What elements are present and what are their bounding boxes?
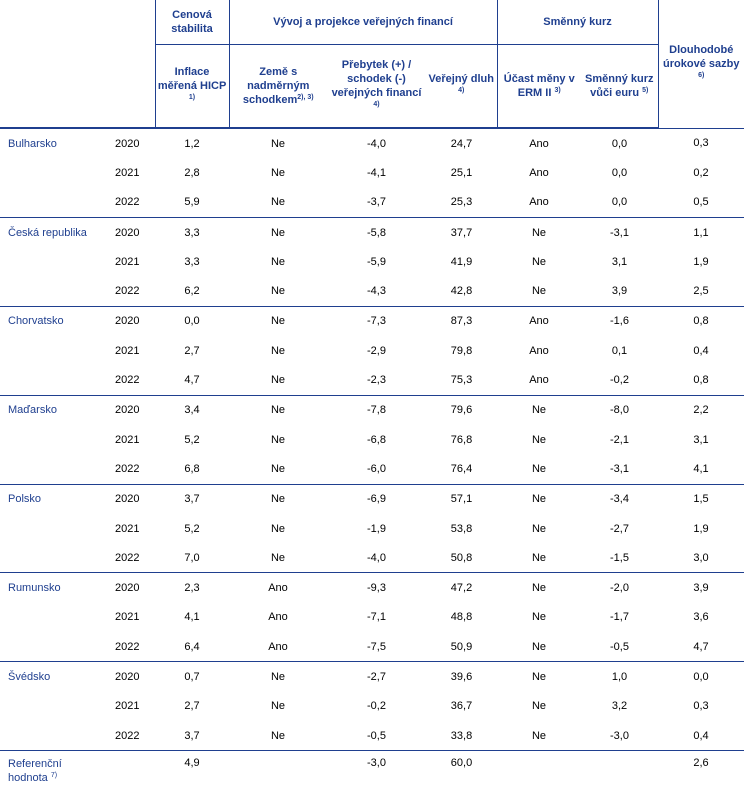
erm-cell: Ne xyxy=(497,543,581,573)
debt-cell: 41,9 xyxy=(450,255,473,268)
fx-cell: -8,0 xyxy=(610,404,629,417)
table-row xyxy=(0,128,744,158)
fx-cell: -1,5 xyxy=(581,543,658,573)
hicp-cell: 3,3 xyxy=(184,226,200,239)
country-name: Maďarsko xyxy=(8,404,57,417)
hicp-cell: 7,0 xyxy=(155,543,229,573)
deficit-cell: Ne xyxy=(270,137,286,150)
rate-cell: 0,5 xyxy=(658,188,744,218)
erm-cell: Ne xyxy=(531,700,547,713)
debt-cell: 79,6 xyxy=(450,404,473,417)
header-fiscal: Vývoj a projekce veřejných financí xyxy=(229,0,497,45)
hicp-cell: 2,3 xyxy=(184,582,200,595)
hicp-cell: 2,7 xyxy=(184,344,200,357)
reference-debt: 60,0 xyxy=(450,757,473,770)
hicp-cell: 2,8 xyxy=(184,166,200,179)
fx-cell: -0,2 xyxy=(581,365,658,395)
rate-cell: 2,2 xyxy=(693,404,709,417)
balance-cell: -2,9 xyxy=(367,344,386,357)
table-row xyxy=(0,395,744,425)
debt-cell: 76,8 xyxy=(450,433,473,446)
erm-cell: Ano xyxy=(497,365,581,395)
year-cell: 2021 xyxy=(115,166,140,179)
balance-cell: -0,2 xyxy=(367,700,386,713)
hicp-cell: 5,2 xyxy=(184,522,200,535)
year-cell: 2021 xyxy=(115,522,140,535)
debt-cell: 79,8 xyxy=(450,344,473,357)
rate-cell: 4,7 xyxy=(658,632,744,662)
hicp-cell: 4,7 xyxy=(155,365,229,395)
erm-cell: Ano xyxy=(529,344,549,357)
rate-cell: 0,4 xyxy=(658,721,744,751)
erm-cell: Ne xyxy=(531,582,547,595)
year-cell: 2021 xyxy=(115,344,140,357)
balance-cell: -4,0 xyxy=(367,137,386,150)
country-name: Polsko xyxy=(8,493,42,506)
fx-cell: 3,2 xyxy=(611,700,628,713)
erm-cell: Ne xyxy=(497,632,581,662)
deficit-cell: Ne xyxy=(229,721,327,751)
balance-cell: -2,3 xyxy=(327,365,426,395)
balance-cell: -7,5 xyxy=(327,632,426,662)
deficit-cell: Ne xyxy=(229,365,327,395)
debt-cell: 76,4 xyxy=(426,454,497,484)
year-cell: 2022 xyxy=(110,188,155,218)
header-debt: Veřejný dluh $^{4)}$ xyxy=(426,45,497,129)
debt-cell: 47,2 xyxy=(450,582,473,595)
hicp-cell: 6,2 xyxy=(155,276,229,306)
year-cell: 2022 xyxy=(110,632,155,662)
balance-cell: -0,5 xyxy=(327,721,426,751)
rate-cell: 0,3 xyxy=(693,137,709,150)
fx-cell: 0,1 xyxy=(611,344,628,357)
rate-cell: 1,1 xyxy=(693,226,709,239)
reference-hicp: 4,9 xyxy=(184,757,200,770)
erm-cell: Ne xyxy=(531,226,547,239)
debt-cell: 39,6 xyxy=(450,670,473,683)
erm-cell: Ne xyxy=(531,522,547,535)
erm-cell: Ne xyxy=(531,670,547,683)
erm-cell: Ano xyxy=(529,166,549,179)
balance-cell: -6,9 xyxy=(367,493,386,506)
balance-cell: -9,3 xyxy=(367,582,386,595)
erm-cell: Ano xyxy=(529,137,549,150)
year-cell: 2022 xyxy=(110,454,155,484)
deficit-cell: Ne xyxy=(270,226,286,239)
table-row xyxy=(0,662,744,692)
rate-cell: 0,4 xyxy=(693,344,709,357)
reference-rate: 2,6 xyxy=(693,757,709,770)
hicp-cell: 0,7 xyxy=(184,670,200,683)
hicp-cell: 3,7 xyxy=(184,493,200,506)
rate-cell: 2,5 xyxy=(658,276,744,306)
year-cell: 2022 xyxy=(110,543,155,573)
balance-cell: -3,7 xyxy=(327,188,426,218)
deficit-cell: Ne xyxy=(270,344,286,357)
deficit-cell: Ne xyxy=(270,166,286,179)
debt-cell: 53,8 xyxy=(450,522,473,535)
table-row xyxy=(0,484,744,514)
table-row xyxy=(0,514,744,543)
erm-cell: Ne xyxy=(531,611,547,624)
country-name: Chorvatsko xyxy=(8,315,64,328)
hicp-cell: 5,2 xyxy=(184,433,200,446)
balance-cell: -7,8 xyxy=(367,404,386,417)
year-cell: 2020 xyxy=(115,404,140,417)
erm-cell: Ne xyxy=(531,493,547,506)
deficit-cell: Ne xyxy=(270,522,286,535)
country-name: Švédsko xyxy=(8,670,51,683)
header-erm: Účast měny v ERM II $^{3)}$ xyxy=(497,45,581,129)
debt-cell: 57,1 xyxy=(450,493,473,506)
deficit-cell: Ne xyxy=(229,543,327,573)
table-row xyxy=(0,603,744,632)
debt-cell: 24,7 xyxy=(450,137,473,150)
balance-cell: -7,3 xyxy=(367,315,386,328)
fx-cell: 0,0 xyxy=(581,188,658,218)
deficit-cell: Ano xyxy=(229,632,327,662)
debt-cell: 50,9 xyxy=(426,632,497,662)
debt-cell: 36,7 xyxy=(450,700,473,713)
balance-cell: -6,0 xyxy=(327,454,426,484)
header-fx: Směnný kurz vůči euru $^{5)}$ xyxy=(581,45,658,129)
hicp-cell: 6,8 xyxy=(155,454,229,484)
hicp-cell: 5,9 xyxy=(155,188,229,218)
debt-cell: 42,8 xyxy=(426,276,497,306)
year-cell: 2020 xyxy=(115,226,140,239)
year-cell: 2022 xyxy=(110,276,155,306)
table-row xyxy=(0,158,744,187)
fx-cell: 1,0 xyxy=(611,670,628,683)
hicp-cell: 0,0 xyxy=(184,315,200,328)
debt-cell: 48,8 xyxy=(450,611,473,624)
hicp-cell: 1,2 xyxy=(184,137,200,150)
header-hicp: Inflace měřená HICP $^{1)}$ xyxy=(155,45,229,129)
erm-cell: Ano xyxy=(529,315,549,328)
deficit-cell: Ne xyxy=(270,433,286,446)
table-row xyxy=(0,365,744,395)
year-cell: 2021 xyxy=(115,433,140,446)
country-name: Česká republika xyxy=(8,226,87,239)
balance-cell: -2,7 xyxy=(367,670,386,683)
year-cell: 2020 xyxy=(115,493,140,506)
header-excessive-deficit: Země s nadměrným schodkem$^{2), 3)}$ xyxy=(229,45,327,129)
fx-cell: 0,0 xyxy=(611,137,628,150)
rate-cell: 1,5 xyxy=(693,493,709,506)
debt-cell: 25,1 xyxy=(450,166,473,179)
reference-row xyxy=(0,751,744,801)
year-cell: 2020 xyxy=(115,315,140,328)
rate-cell: 0,0 xyxy=(693,670,709,683)
fx-cell: -3,1 xyxy=(581,454,658,484)
deficit-cell: Ne xyxy=(270,255,286,268)
fx-cell: 3,9 xyxy=(581,276,658,306)
year-cell: 2021 xyxy=(115,700,140,713)
table-row xyxy=(0,425,744,454)
year-cell: 2021 xyxy=(115,255,140,268)
deficit-cell: Ne xyxy=(229,454,327,484)
fx-cell: 3,1 xyxy=(611,255,628,268)
table-body xyxy=(0,128,744,801)
erm-cell: Ne xyxy=(531,404,547,417)
reference-label: Referenční hodnota $^{7)}$ xyxy=(8,758,62,785)
balance-cell: -5,8 xyxy=(367,226,386,239)
header-price-stability: Cenová stabilita xyxy=(155,0,229,45)
fx-cell: -2,0 xyxy=(610,582,629,595)
year-cell: 2020 xyxy=(115,137,140,150)
year-cell: 2022 xyxy=(110,721,155,751)
rate-cell: 0,3 xyxy=(693,700,709,713)
balance-cell: -4,3 xyxy=(327,276,426,306)
hicp-cell: 6,4 xyxy=(155,632,229,662)
erm-cell: Ne xyxy=(531,255,547,268)
table-row xyxy=(0,188,744,218)
hicp-cell: 3,4 xyxy=(184,404,200,417)
year-cell: 2020 xyxy=(115,670,140,683)
deficit-cell: Ne xyxy=(229,188,327,218)
header-balance: Přebytek (+) / schodek (-) veřejných financí $^{4)}$ xyxy=(327,45,426,129)
table-row xyxy=(0,276,744,306)
debt-cell: 33,8 xyxy=(426,721,497,751)
table-row xyxy=(0,692,744,721)
balance-cell: -5,9 xyxy=(367,255,386,268)
table-row xyxy=(0,543,744,573)
table-row xyxy=(0,247,744,276)
rate-cell: 1,9 xyxy=(693,522,709,535)
rate-cell: 1,9 xyxy=(693,255,709,268)
fx-cell: -3,4 xyxy=(610,493,629,506)
year-cell: 2020 xyxy=(115,582,140,595)
reference-balance: -3,0 xyxy=(367,757,386,770)
rate-cell: 3,9 xyxy=(693,582,709,595)
table-row xyxy=(0,454,744,484)
header-long-term-rates: Dlouhodobé úrokové sazby $^{6)}$ xyxy=(658,0,744,128)
erm-cell: Ano xyxy=(497,188,581,218)
header-group-row xyxy=(0,0,744,45)
hicp-cell: 4,1 xyxy=(184,611,200,624)
fx-cell: -2,1 xyxy=(610,433,629,446)
country-name: Bulharsko xyxy=(8,137,57,150)
deficit-cell: Ne xyxy=(270,700,286,713)
fx-cell: -0,5 xyxy=(581,632,658,662)
fx-cell: -1,7 xyxy=(610,611,629,624)
balance-cell: -4,0 xyxy=(327,543,426,573)
table-row xyxy=(0,573,744,603)
debt-cell: 37,7 xyxy=(450,226,473,239)
debt-cell: 50,8 xyxy=(426,543,497,573)
fx-cell: -3,0 xyxy=(581,721,658,751)
rate-cell: 3,0 xyxy=(658,543,744,573)
deficit-cell: Ano xyxy=(268,611,288,624)
debt-cell: 75,3 xyxy=(426,365,497,395)
deficit-cell: Ne xyxy=(270,493,286,506)
hicp-cell: 2,7 xyxy=(184,700,200,713)
rate-cell: 0,8 xyxy=(658,365,744,395)
rate-cell: 0,8 xyxy=(693,315,709,328)
rate-cell: 3,1 xyxy=(693,433,709,446)
fx-cell: -1,6 xyxy=(610,315,629,328)
balance-cell: -4,1 xyxy=(367,166,386,179)
table-row xyxy=(0,336,744,365)
table-row xyxy=(0,217,744,247)
fx-cell: -2,7 xyxy=(610,522,629,535)
hicp-cell: 3,7 xyxy=(155,721,229,751)
table-row xyxy=(0,632,744,662)
erm-cell: Ne xyxy=(497,276,581,306)
erm-cell: Ne xyxy=(497,721,581,751)
debt-cell: 87,3 xyxy=(450,315,473,328)
country-name: Rumunsko xyxy=(8,582,61,595)
hicp-cell: 3,3 xyxy=(184,255,200,268)
year-cell: 2022 xyxy=(110,365,155,395)
balance-cell: -1,9 xyxy=(367,522,386,535)
fx-cell: 0,0 xyxy=(611,166,628,179)
deficit-cell: Ne xyxy=(229,276,327,306)
rate-cell: 3,6 xyxy=(693,611,709,624)
header-column-row xyxy=(0,45,744,129)
header-exchange-rate: Směnný kurz xyxy=(497,0,658,45)
table-row xyxy=(0,721,744,751)
debt-cell: 25,3 xyxy=(426,188,497,218)
rate-cell: 0,2 xyxy=(693,166,709,179)
erm-cell: Ne xyxy=(497,454,581,484)
balance-cell: -6,8 xyxy=(367,433,386,446)
deficit-cell: Ne xyxy=(270,404,286,417)
deficit-cell: Ne xyxy=(270,315,286,328)
rate-cell: 4,1 xyxy=(658,454,744,484)
deficit-cell: Ne xyxy=(270,670,286,683)
table-row xyxy=(0,306,744,336)
balance-cell: -7,1 xyxy=(367,611,386,624)
fx-cell: -3,1 xyxy=(610,226,629,239)
year-cell: 2021 xyxy=(115,611,140,624)
erm-cell: Ne xyxy=(531,433,547,446)
deficit-cell: Ano xyxy=(268,582,288,595)
